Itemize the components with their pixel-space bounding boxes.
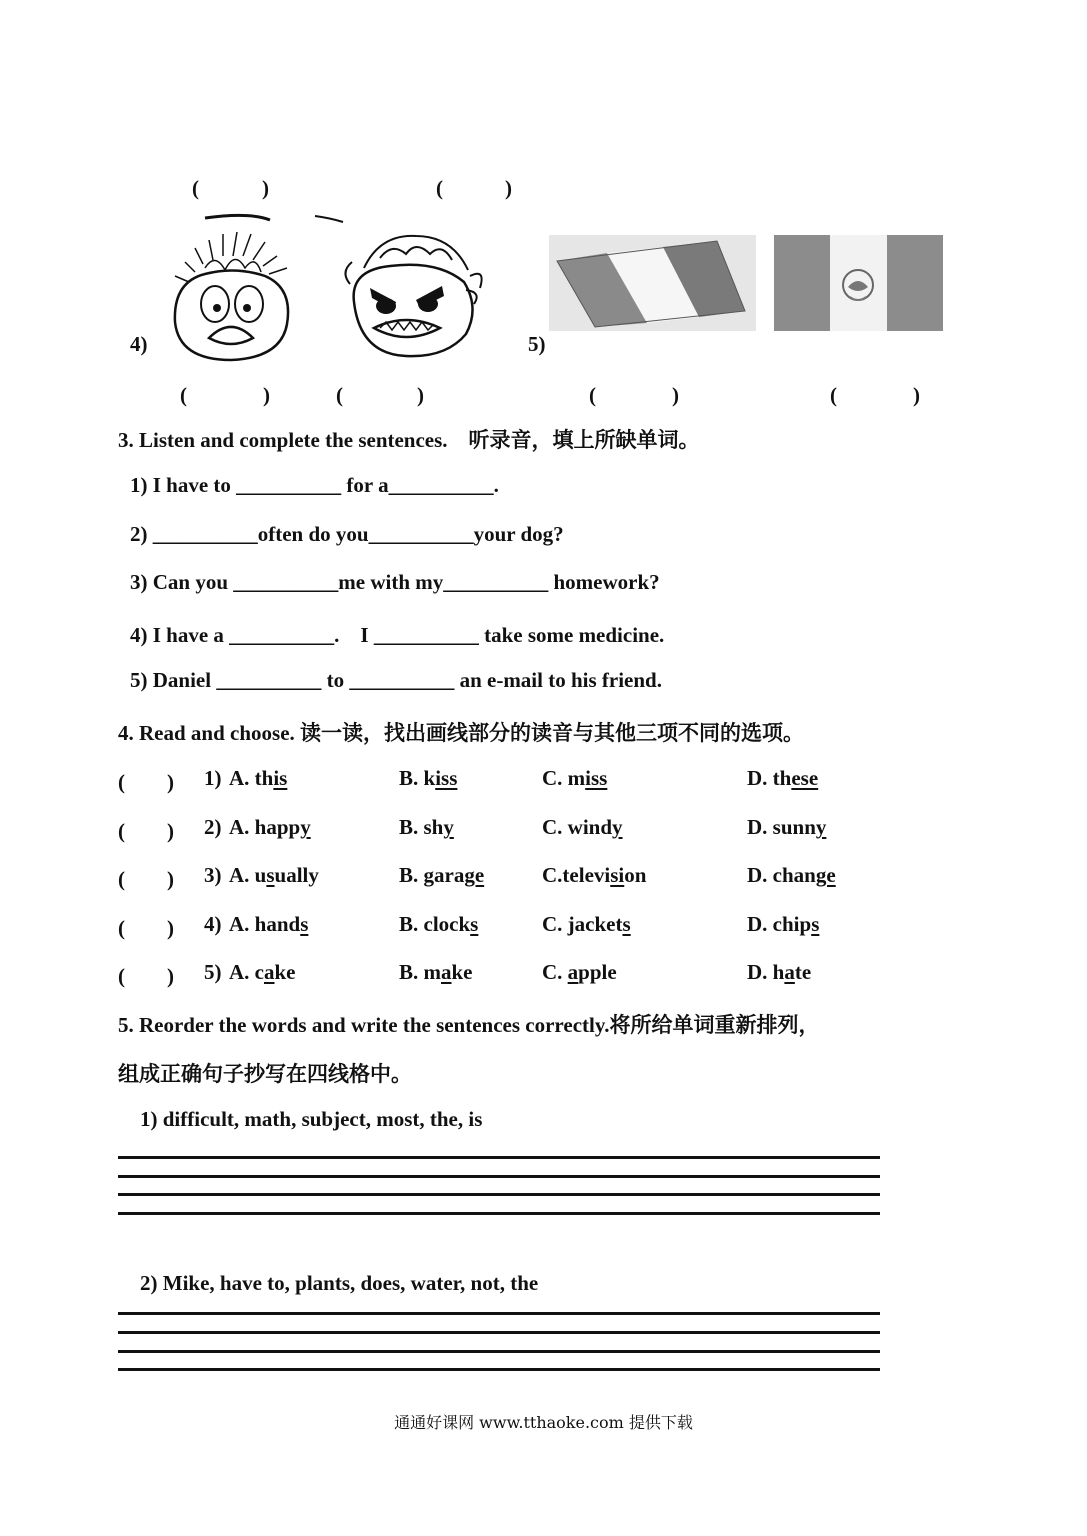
footer-text: 通通好课网 www.tthaoke.com 提供下载 bbox=[394, 1413, 693, 1432]
sentence-item-2: 2) __________often do you__________your dog? bbox=[130, 522, 564, 546]
option-b: B. garage bbox=[399, 863, 485, 887]
choice-number: 1) bbox=[204, 766, 222, 790]
option-c: C. jackets bbox=[542, 912, 631, 936]
writing-line bbox=[118, 1368, 880, 1371]
answer-paren: ( ) bbox=[118, 964, 174, 988]
answer-paren-close: ) bbox=[262, 176, 269, 200]
option-c: C. windy bbox=[542, 815, 623, 839]
writing-line bbox=[118, 1331, 880, 1334]
reorder-question-2: 2) Mike, have to, plants, does, water, not, the bbox=[140, 1271, 539, 1295]
sentence-item-4: 4) I have a __________. I __________ take some medicine. bbox=[130, 623, 665, 647]
option-d: D. change bbox=[747, 863, 836, 887]
choice-number: 5) bbox=[204, 960, 222, 984]
answer-paren-open: ( bbox=[830, 383, 837, 407]
writing-line bbox=[118, 1212, 880, 1215]
italy-flag-photo bbox=[549, 235, 756, 331]
option-c: C. miss bbox=[542, 766, 608, 790]
writing-line bbox=[118, 1156, 880, 1159]
option-a: A. this bbox=[229, 766, 288, 790]
answer-paren-open: ( bbox=[180, 383, 187, 407]
choice-number: 4) bbox=[204, 912, 222, 936]
section-5-title: 5. Reorder the words and write the sentences correctly.将所给单词重新排列， bbox=[118, 1013, 820, 1037]
answer-paren-open: ( bbox=[436, 176, 443, 200]
option-b: B. kiss bbox=[399, 766, 458, 790]
answer-paren-close: ) bbox=[672, 383, 679, 407]
option-b: B. clocks bbox=[399, 912, 479, 936]
answer-paren-open: ( bbox=[589, 383, 596, 407]
option-d: D. sunny bbox=[747, 815, 827, 839]
answer-paren: ( ) bbox=[118, 916, 174, 940]
option-a: A. hands bbox=[229, 912, 309, 936]
sentence-item-1: 1) I have to __________ for a__________. bbox=[130, 473, 499, 497]
item-label-5: 5) bbox=[528, 332, 546, 356]
section-4-title: 4. Read and choose. 读一读，找出画线部分的读音与其他三项不同的选项。 bbox=[118, 721, 805, 745]
writing-line bbox=[118, 1350, 880, 1353]
mexico-flag-image bbox=[774, 235, 943, 331]
answer-paren-close: ) bbox=[505, 176, 512, 200]
answer-paren: ( ) bbox=[118, 770, 174, 794]
section-3-title: 3. Listen and complete the sentences. 听录音，填上所缺单词。 bbox=[118, 428, 700, 452]
answer-paren-open: ( bbox=[192, 176, 199, 200]
answer-paren-open: ( bbox=[336, 383, 343, 407]
sentence-item-3: 3) Can you __________me with my__________ homework? bbox=[130, 570, 660, 594]
option-b: B. make bbox=[399, 960, 473, 984]
option-a: A. cake bbox=[229, 960, 296, 984]
option-d: D. these bbox=[747, 766, 819, 790]
angry-face-image bbox=[340, 228, 486, 360]
option-a: A. usually bbox=[229, 863, 319, 887]
answer-paren: ( ) bbox=[118, 867, 174, 891]
choice-number: 3) bbox=[204, 863, 222, 887]
item-label-4: 4) bbox=[130, 332, 148, 356]
scared-face-image bbox=[165, 212, 345, 364]
option-a: A. happy bbox=[229, 815, 311, 839]
section-5-title-cont: 组成正确句子抄写在四线格中。 bbox=[118, 1062, 412, 1086]
answer-paren: ( ) bbox=[118, 819, 174, 843]
option-d: D. hate bbox=[747, 960, 812, 984]
sentence-item-5: 5) Daniel __________ to __________ an e-mail to his friend. bbox=[130, 668, 662, 692]
answer-paren-close: ) bbox=[417, 383, 424, 407]
writing-line bbox=[118, 1175, 880, 1178]
option-c: C.television bbox=[542, 863, 647, 887]
option-c: C. apple bbox=[542, 960, 617, 984]
answer-paren-close: ) bbox=[263, 383, 270, 407]
reorder-question-1: 1) difficult, math, subject, most, the, is bbox=[140, 1107, 483, 1131]
answer-paren-close: ) bbox=[913, 383, 920, 407]
choice-number: 2) bbox=[204, 815, 222, 839]
writing-line bbox=[118, 1193, 880, 1196]
option-d: D. chips bbox=[747, 912, 820, 936]
option-b: B. shy bbox=[399, 815, 454, 839]
writing-line bbox=[118, 1312, 880, 1315]
